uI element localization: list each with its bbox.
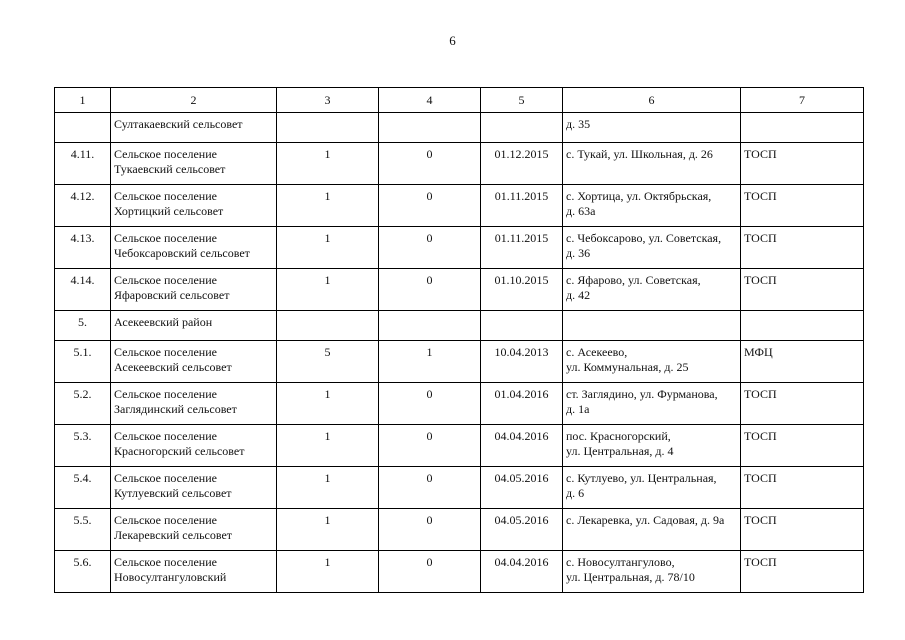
count-col4: 0: [379, 425, 481, 467]
count-col4: 0: [379, 227, 481, 269]
address-line: с. Лекаревка, ул. Садовая, д. 9а: [566, 513, 725, 527]
count-col3: 1: [277, 143, 379, 185]
address-line: д. 42: [566, 288, 591, 302]
row-number: 5.: [55, 311, 111, 341]
office-type: [741, 113, 864, 143]
header-cell: 3: [277, 88, 379, 113]
address: [563, 341, 741, 383]
settlement-name-line: Сельское поселение: [114, 429, 217, 443]
table-row: [55, 383, 864, 425]
address-line: ул. Центральная, д. 78/10: [566, 570, 695, 584]
address: [563, 467, 741, 509]
address-line: д. 36: [566, 246, 591, 260]
address: [563, 383, 741, 425]
settlement-name: [111, 143, 277, 185]
office-type: ТОСП: [741, 425, 864, 467]
address: [563, 185, 741, 227]
office-type: ТОСП: [741, 551, 864, 593]
address-line: с. Новосултангулово,: [566, 555, 675, 569]
open-date: [481, 311, 563, 341]
count-col3: 1: [277, 425, 379, 467]
row-number: 5.6.: [55, 551, 111, 593]
row-number: 5.3.: [55, 425, 111, 467]
count-col4: 0: [379, 509, 481, 551]
count-col4: 0: [379, 143, 481, 185]
table-row: [55, 311, 864, 341]
open-date: 04.05.2016: [481, 509, 563, 551]
address-line: ул. Коммунальная, д. 25: [566, 360, 689, 374]
settlement-name-line: Сельское поселение: [114, 147, 217, 161]
open-date: 01.04.2016: [481, 383, 563, 425]
count-col3: 1: [277, 509, 379, 551]
settlement-name-line: Чебоксаровский сельсовет: [114, 246, 250, 260]
table-row: [55, 551, 864, 593]
header-cell: 6: [563, 88, 741, 113]
settlement-name: [111, 341, 277, 383]
office-type: ТОСП: [741, 269, 864, 311]
row-number: 5.1.: [55, 341, 111, 383]
address-line: д. 35: [566, 117, 591, 131]
open-date: 01.10.2015: [481, 269, 563, 311]
settlement-name-line: Красногорский сельсовет: [114, 444, 245, 458]
open-date: 04.04.2016: [481, 425, 563, 467]
count-col3: [277, 311, 379, 341]
office-type: ТОСП: [741, 227, 864, 269]
count-col4: 0: [379, 269, 481, 311]
address-line: ст. Заглядино, ул. Фурманова,: [566, 387, 718, 401]
settlement-name-line: Сельское поселение: [114, 471, 217, 485]
address: [563, 227, 741, 269]
count-col3: 1: [277, 383, 379, 425]
address: [563, 311, 741, 341]
open-date: 01.12.2015: [481, 143, 563, 185]
address: [563, 509, 741, 551]
settlement-name-line: Заглядинский сельсовет: [114, 402, 237, 416]
settlement-name: [111, 113, 277, 143]
table-row: [55, 113, 864, 143]
address: [563, 143, 741, 185]
address-line: с. Хортица, ул. Октябрьская,: [566, 189, 712, 203]
settlement-name-line: Асекеевский район: [114, 315, 213, 329]
count-col3: 1: [277, 269, 379, 311]
address: [563, 113, 741, 143]
row-number: 4.14.: [55, 269, 111, 311]
row-number: [55, 113, 111, 143]
settlement-name-line: Сельское поселение: [114, 345, 217, 359]
table-header-row: [55, 88, 864, 113]
office-type: ТОСП: [741, 509, 864, 551]
address-line: д. 6: [566, 486, 585, 500]
table-row: [55, 467, 864, 509]
count-col4: 0: [379, 383, 481, 425]
settlement-name-line: Сельское поселение: [114, 387, 217, 401]
count-col4: 1: [379, 341, 481, 383]
table-row: [55, 269, 864, 311]
settlement-name-line: Лекаревский сельсовет: [114, 528, 233, 542]
office-type: [741, 311, 864, 341]
address-line: с. Яфарово, ул. Советская,: [566, 273, 701, 287]
settlement-name: [111, 311, 277, 341]
settlement-name-line: Сельское поселение: [114, 231, 217, 245]
settlement-name: [111, 227, 277, 269]
open-date: 10.04.2013: [481, 341, 563, 383]
settlement-name: [111, 383, 277, 425]
address-line: д. 1а: [566, 402, 590, 416]
address-line: ул. Центральная, д. 4: [566, 444, 674, 458]
open-date: [481, 113, 563, 143]
row-number: 4.13.: [55, 227, 111, 269]
settlement-name: [111, 185, 277, 227]
address-line: с. Кутлуево, ул. Центральная,: [566, 471, 717, 485]
settlement-name-line: Сельское поселение: [114, 273, 217, 287]
address: [563, 551, 741, 593]
data-table: [54, 87, 864, 593]
address: [563, 425, 741, 467]
settlement-name-line: Тукаевский сельсовет: [114, 162, 226, 176]
count-col4: [379, 311, 481, 341]
settlement-name: [111, 509, 277, 551]
table-row: [55, 425, 864, 467]
count-col3: 1: [277, 185, 379, 227]
row-number: 4.11.: [55, 143, 111, 185]
open-date: 01.11.2015: [481, 227, 563, 269]
settlement-name-line: Хортицкий сельсовет: [114, 204, 224, 218]
address-line: д. 63а: [566, 204, 596, 218]
settlement-name-line: Сельское поселение: [114, 555, 217, 569]
row-number: 5.2.: [55, 383, 111, 425]
settlement-name: [111, 425, 277, 467]
office-type: ТОСП: [741, 143, 864, 185]
settlement-name-line: Сельское поселение: [114, 513, 217, 527]
office-type: ТОСП: [741, 185, 864, 227]
open-date: 04.05.2016: [481, 467, 563, 509]
table-row: [55, 341, 864, 383]
row-number: 5.5.: [55, 509, 111, 551]
header-cell: 2: [111, 88, 277, 113]
row-number: 4.12.: [55, 185, 111, 227]
table-row: [55, 227, 864, 269]
settlement-name-line: Сельское поселение: [114, 189, 217, 203]
count-col4: [379, 113, 481, 143]
office-type: ТОСП: [741, 383, 864, 425]
address-line: с. Чебоксарово, ул. Советская,: [566, 231, 722, 245]
settlement-name-line: Кутлуевский сельсовет: [114, 486, 232, 500]
header-cell: 4: [379, 88, 481, 113]
settlement-name-line: Яфаровский сельсовет: [114, 288, 230, 302]
table-row: [55, 143, 864, 185]
table-row: [55, 509, 864, 551]
table-row: [55, 185, 864, 227]
address-line: с. Асекеево,: [566, 345, 628, 359]
count-col4: 0: [379, 185, 481, 227]
address: [563, 269, 741, 311]
open-date: 04.04.2016: [481, 551, 563, 593]
count-col3: 1: [277, 551, 379, 593]
page-number: 6: [449, 33, 456, 48]
count-col3: [277, 113, 379, 143]
header-cell: 1: [55, 88, 111, 113]
settlement-name: [111, 269, 277, 311]
address-line: с. Тукай, ул. Школьная, д. 26: [566, 147, 713, 161]
settlement-name: [111, 467, 277, 509]
count-col4: 0: [379, 551, 481, 593]
settlement-name-line: Асекеевский сельсовет: [114, 360, 232, 374]
header-cell: 5: [481, 88, 563, 113]
settlement-name: [111, 551, 277, 593]
count-col3: 1: [277, 227, 379, 269]
office-type: ТОСП: [741, 467, 864, 509]
open-date: 01.11.2015: [481, 185, 563, 227]
settlement-name-line: Султакаевский сельсовет: [114, 117, 243, 131]
address-line: пос. Красногорский,: [566, 429, 671, 443]
office-type: МФЦ: [741, 341, 864, 383]
count-col3: 5: [277, 341, 379, 383]
settlement-name-line: Новосултангуловский: [114, 570, 227, 584]
count-col4: 0: [379, 467, 481, 509]
count-col3: 1: [277, 467, 379, 509]
row-number: 5.4.: [55, 467, 111, 509]
header-cell: 7: [741, 88, 864, 113]
